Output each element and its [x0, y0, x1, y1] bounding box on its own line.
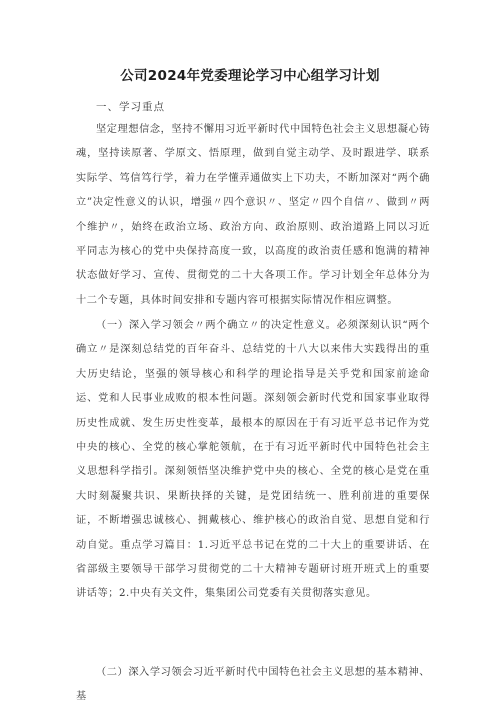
- document-title: 公司2024年党委理论学习中心组学习计划: [120, 68, 380, 84]
- body-paragraph: （二）深入学习领会习近平新时代中国特色社会主义思想的基本精神、基: [76, 667, 430, 703]
- body-paragraph: （一）深入学习领会〃两个确立〃的决定性意义。必须深刻认识“两个确立〃是深刻总结党的百年奋斗、总结党的十八大以来伟大实践得出的重大历史结论，坚强的领导核心和科学的理论指导是关乎党和国家前途命运、党和人民事业成败的根本性问题。深刻领会新时代党和国家事业取得历史性成就、发生历史性变革，最根本的原因在于有习近平总书记作为党中央的核心、全党的核心掌舵领航，在于有习近平新时代中国特色社会主义思想科学指引。深刻领悟坚决维护党中央的核心、全党的核心是党在重大时刻凝聚共识、果断抉择的关键，是党团结统一、胜利前进的重要保证，不断增强忠诚核心、拥戴核心、维护核心的政治自觉、思想自觉和行动自觉。重点学习篇目：1.习近平总书记在党的二十大上的重要讲话、在省部级主要领导干部学习贯彻党的二十大精神专题研讨班开班式上的重要讲话等；2.中央有关文件，集集团公司党委有关贯彻落实意见。: [76, 320, 430, 600]
- section-heading: 一、学习重点: [96, 101, 165, 113]
- body-paragraph: 坚定理想信念，坚持不懈用习近平新时代中国特色社会主义思想凝心铸魂，坚持读原著、学原文、悟原理，做到自觉主动学、及时跟进学、联系实际学、笃信笃行学，着力在学懂弄通做实上下功夫，不断加深对“两个确立”决定性意义的认识，增强〃四个意识〃、坚定〃四个自信〃、做到〃两个维护〃，始终在政治立场、政治方向、政治原则、政治道路上同以习近平同志为核心的党中央保持高度一致，以高度的政治责任感和饱满的精神状态做好学习、宣传、贯彻党的二十大各项工作。学习计划全年总体分为十二个专题，具体时间安排和专题内容可根据实际情况作相应调整。: [76, 124, 430, 306]
